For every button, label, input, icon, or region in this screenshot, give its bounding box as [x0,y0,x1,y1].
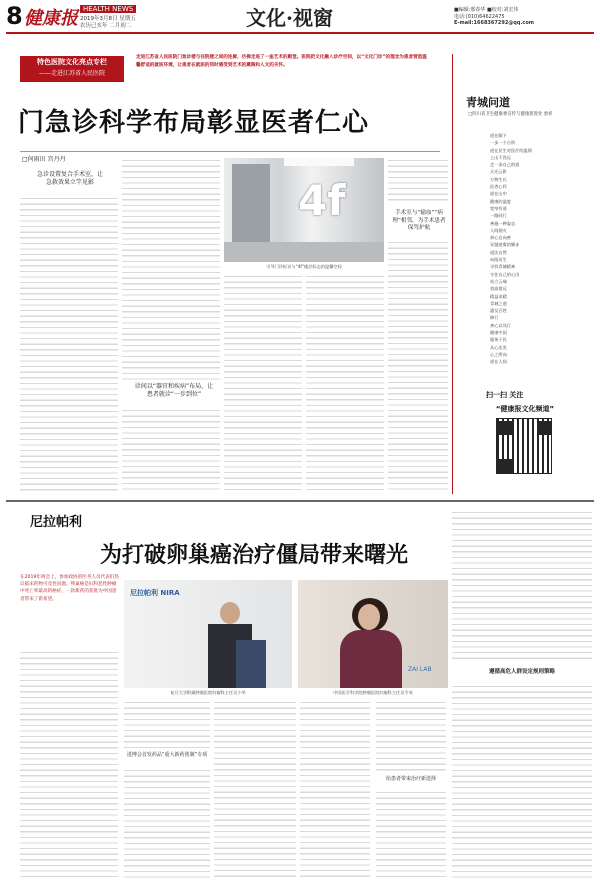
sidebar-verse-28: 服务于民 [490,337,507,343]
article1-subhead2: 诊间以“器官和疾病”布局，让患者就诊“一步到位” [134,383,214,398]
masthead-rule [6,32,594,34]
sidebar-verse-5: 天光云影 [490,169,507,175]
sidebar-verse-25: 修行 [490,315,499,321]
lunar-date: 农历己亥年 二月初二 [80,23,132,29]
article2-col6b [452,684,592,880]
sidebar-verse-24: 惠及百姓 [490,308,507,314]
sidebar-verse-2: 道在民生对医疗的温情 [490,147,532,153]
article2-subhead4: 进博会首发药品“重大新药创制”专项 [126,752,208,758]
article2-col1 [20,650,118,880]
sidebar-verse-30: 心之所向 [490,351,507,357]
article1-col3 [224,274,302,492]
sidebar-subtitle: □四川省卫生健康委宣传与健康促进处 詹祥 [468,112,553,117]
sidebar-verse-11: 一路同行 [490,213,507,219]
section-title: 文化·视窗 [246,6,333,30]
sidebar-verse-20: 站立云端 [490,278,507,284]
sidebar-slogan: “健康报文化频道” [495,405,555,413]
article2-col4 [300,700,370,880]
sidebar-divider [452,54,453,494]
article2-caption-right: 中国医学科学院肿瘤医院妇瘤科主任吴令英 [333,690,413,695]
sidebar-verse-19: 守住自己的心田 [490,271,520,277]
article1-intro: 走进江苏省人民医院门急诊楼与住院楼之间的连廊，仿佛走进了一座艺术的殿堂。医院把文化融入诊疗空间，以“文化门诊”的理念为患者营造温馨舒适的就医环境，让患者在就医的同时感受到艺术的熏陶和人文的关怀。 [136,55,427,68]
photo-man-head [220,602,240,624]
article2-title: 为打破卵巢癌治疗僵局带来曙光 [100,543,409,568]
article2-kicker: 尼拉帕利 [30,515,83,530]
sidebar-verse-8: 道在山中 [490,191,507,197]
article2-lead: 在2019年两会上，参加政协的医务人员代表们热议临床药物可及性问题。卵巢癌是妇科恶性肿瘤中死亡率最高的癌症，一款新药的获批为中国患者带来了新希望。 [20,575,119,602]
article1-col4 [306,274,384,492]
article1-col1 [20,196,118,492]
article1-caption: 引导门诊标识与“4f”楼层标志的温馨空间 [266,264,342,269]
photo-podium [236,640,266,688]
sidebar-verse-26: 善心以笃行 [490,322,511,328]
photo-banner: 尼拉帕利 NIRA [130,589,180,597]
article2-photo-right [298,580,448,688]
email-line: E-mail:1668367292@qq.com [454,20,534,26]
photo-zai-lab: ZAI LAB [408,666,432,673]
article1-author: □何雨田 宫丹丹 [22,156,66,163]
sidebar-verse-29: 从心出发 [490,344,507,350]
page-number: 8 [6,2,23,30]
sidebar-verse-6: 万物生长 [490,176,507,182]
sidebar-scan-label: 扫一扫 关注 [486,391,524,399]
sidebar-verse-15: 穿越迷雾的脚步 [490,242,520,248]
sidebar [456,54,594,494]
article2-col5b [376,790,446,880]
article1-title: 门急诊科学布局彰显医者仁心 [18,108,370,138]
article2-col5a [376,700,446,772]
sidebar-verse-31: 道在人间 [490,359,507,365]
sidebar-verse-16: 道法自然 [490,249,507,255]
column-label [20,56,124,82]
article1-subhead1: 急诊设置复合手术室，让急救效果立竿见影 [36,171,103,186]
paper-name: 健康报 [24,8,78,29]
masthead [0,0,600,44]
sidebar-verse-23: 青城之道 [490,300,507,306]
article2-sidebar-head: 遵循高危人群设定规则策略 [488,669,555,675]
article1-col5b [388,240,448,492]
article2-rule [6,500,594,502]
article1-col2b [122,408,220,492]
sidebar-verse-10: 宽窄有道 [490,205,507,211]
column-label-line2: ——走进江苏省人民医院 [38,70,105,77]
article2-caption-left: 复旦大学附属肿瘤医院妇瘤科主任吴小华 [170,690,246,695]
section-en: HEALTH NEWS [80,5,136,13]
column-label-line1: 特色医院文化亮点专栏 [37,58,107,66]
sidebar-verse-21: 登高望远 [490,286,507,292]
qr-code-icon[interactable] [496,418,552,474]
article2-col2b [124,768,210,880]
sidebar-verse-22: 精益求精 [490,293,507,299]
article2-col3 [214,700,296,880]
issue-date: 2019年3月8日 星期五 [80,16,136,22]
photo-woman-face [358,604,380,630]
editor-line: ■编辑:邢春华 ■校对:刘宏伟 [454,7,519,13]
article1-rule [20,151,440,152]
sidebar-title: 青城问道 [466,96,510,109]
sidebar-verse-9: 健康的温度 [490,198,511,204]
phone-line: 电话:(010)64622475 [454,14,505,20]
article1-subhead3: 手术室与“输血”“病理”相邻，为手术患者保驾护航 [392,210,446,231]
sidebar-verse-1: 一步一个台阶 [490,140,516,146]
sidebar-verse-0: 道在脚下 [490,133,507,138]
photo-floor [224,242,384,262]
photo-floor-sign-icon: 4f [298,176,346,225]
article2-col6a [452,510,592,662]
sidebar-verse-list [490,132,586,384]
article1-col5a [388,158,448,204]
sidebar-verse-27: 健康中国 [490,330,507,336]
sidebar-verse-17: 向阳而生 [490,257,507,263]
article2-col2 [124,700,210,750]
photo-ceiling-light [284,158,354,166]
sidebar-verse-12: 善施一种姿态 [490,220,516,226]
sidebar-verse-3: 上山不畏远 [490,154,511,160]
sidebar-verse-7: 医者心怀 [490,184,507,190]
sidebar-verse-4: 走一条自己的道 [490,162,520,168]
sidebar-verse-18: 寻找青城精神 [490,264,516,270]
article2-subhead5: 给患者带来治疗新选择 [385,776,436,782]
article1-col2 [122,158,220,380]
photo-woman-body [340,630,402,688]
article1-photo [224,158,384,262]
sidebar-verse-14: 初心自向善 [490,235,511,241]
sidebar-verse-13: 人间烟火 [490,227,507,233]
article2-photo-left [124,580,292,688]
